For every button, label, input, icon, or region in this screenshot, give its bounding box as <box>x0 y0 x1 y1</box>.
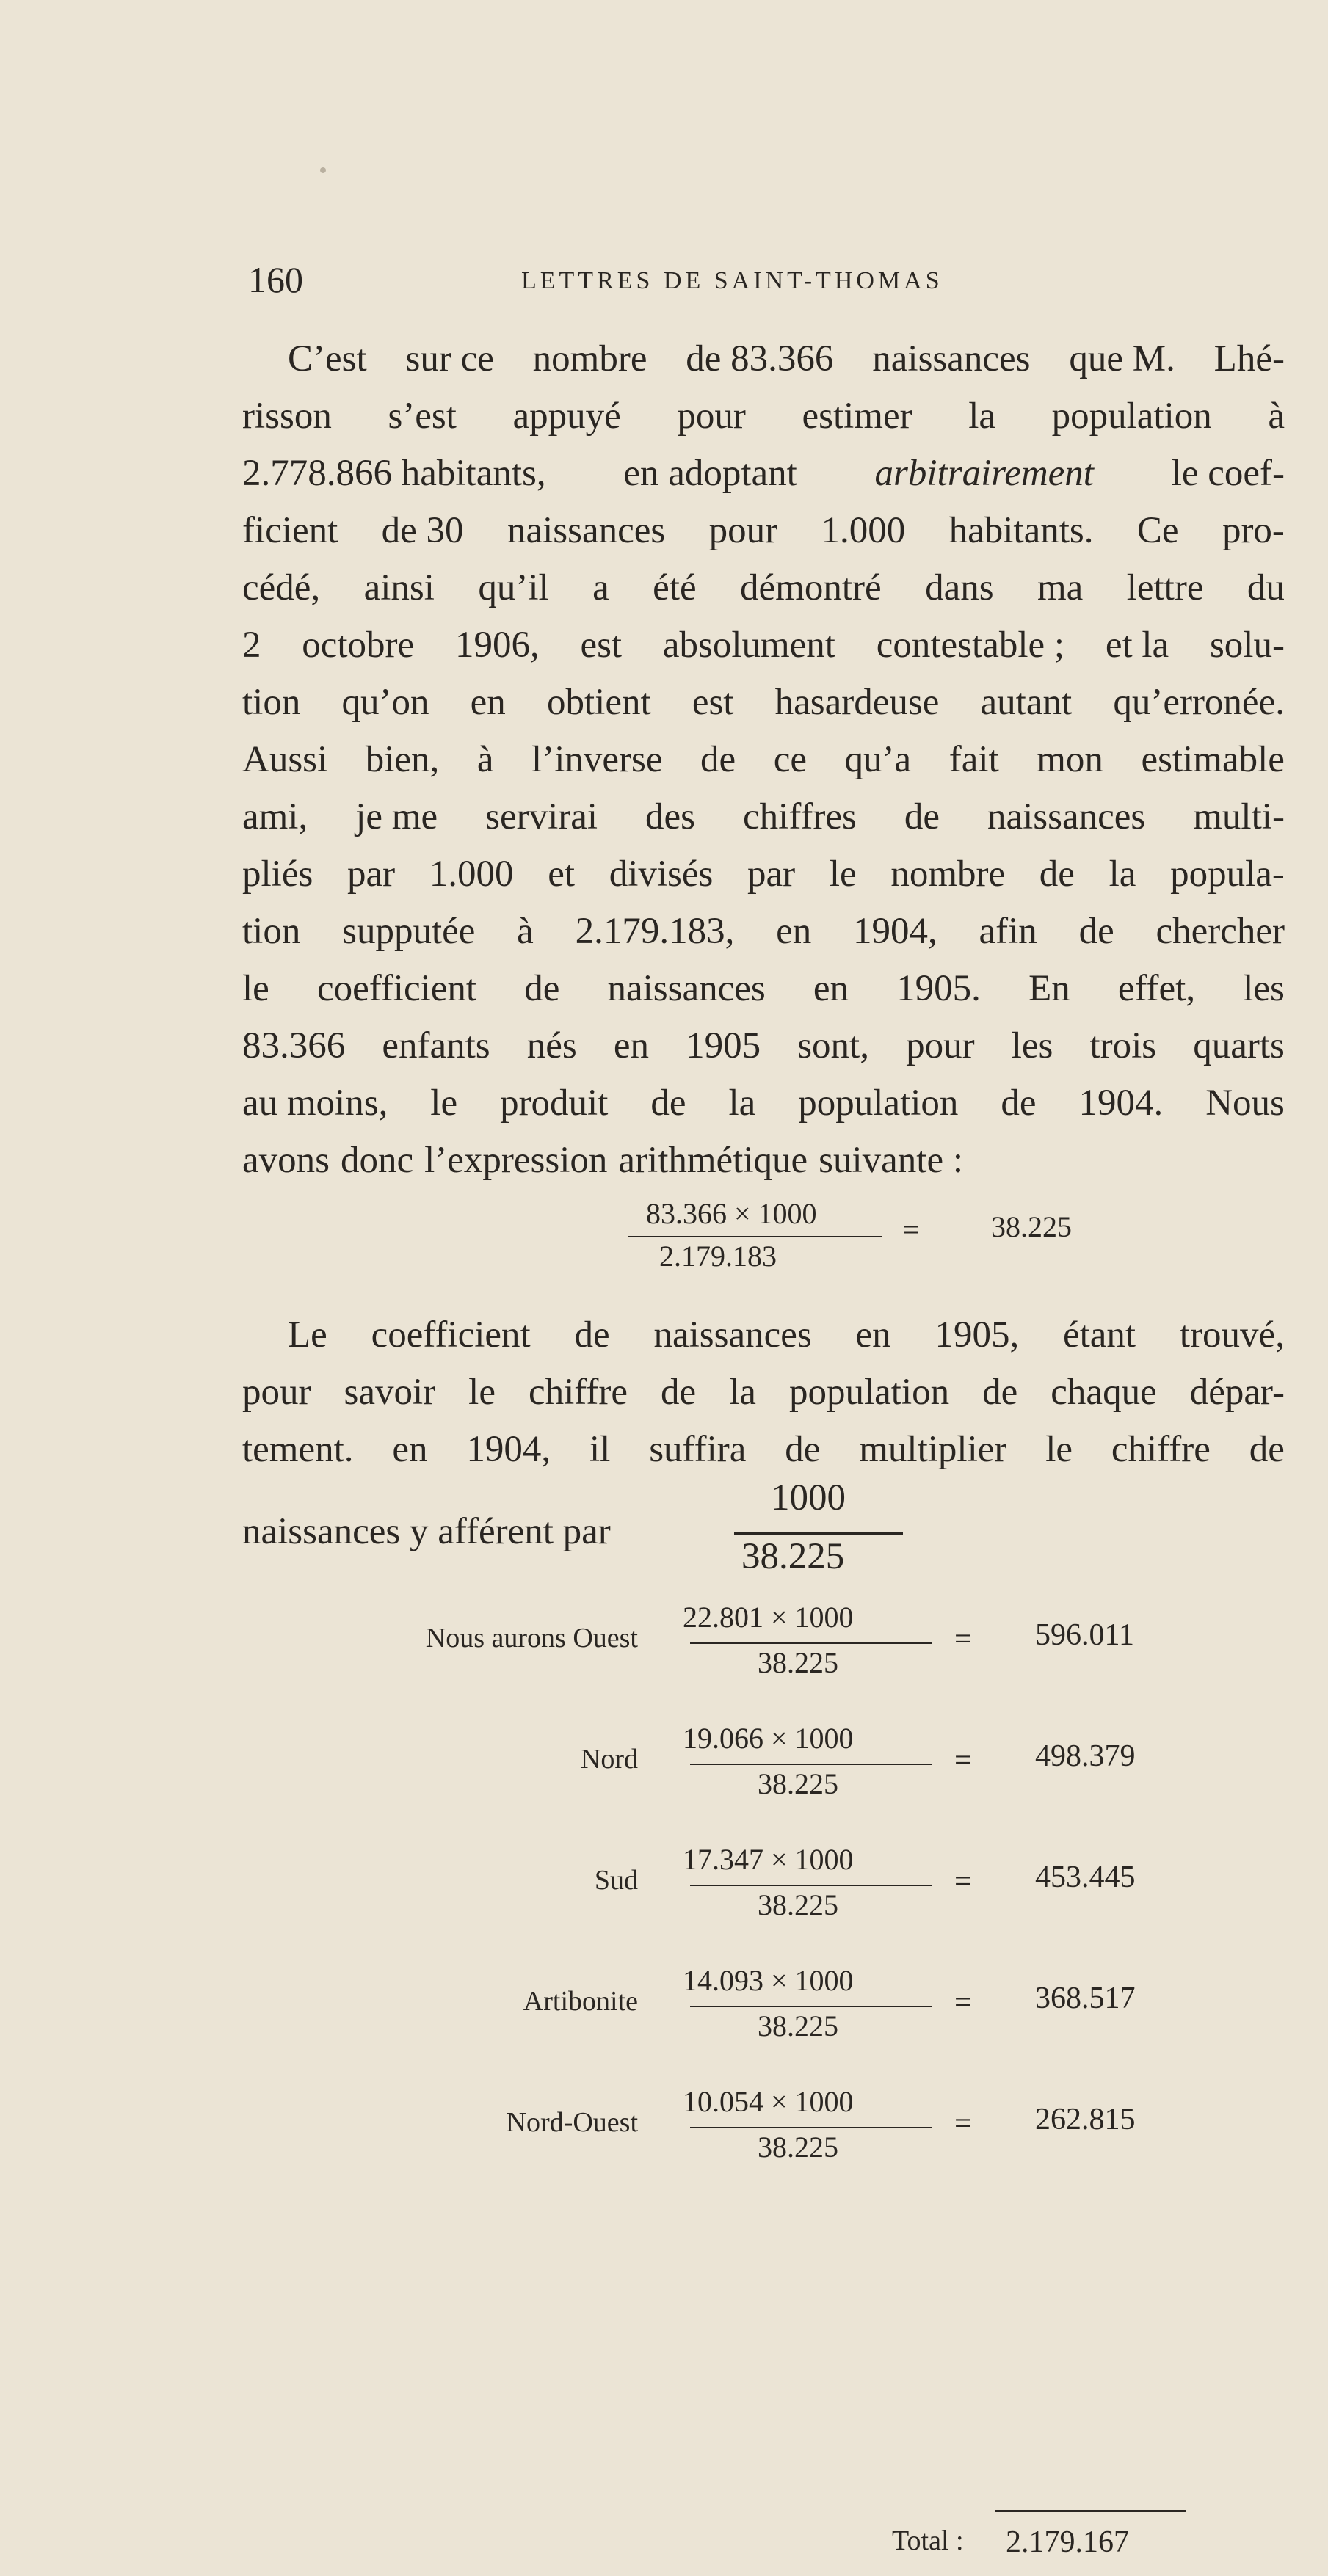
row-fraction-bar <box>690 2127 932 2128</box>
row-result: 498.379 <box>1035 1739 1136 1773</box>
word: de <box>904 796 940 837</box>
word: chiffre <box>1111 1429 1211 1470</box>
text-line <box>242 788 1285 845</box>
word: suivante : <box>819 1140 964 1181</box>
word: Le <box>288 1314 327 1356</box>
row-fraction-bar <box>690 2006 932 2007</box>
row-label: Artibonite <box>523 1986 638 2017</box>
inline-frac-den: 38.225 <box>741 1536 845 1577</box>
word: 1905 <box>686 1025 761 1066</box>
word: les <box>1011 1025 1053 1066</box>
word: le <box>1045 1429 1073 1470</box>
row-equals: = <box>954 1744 972 1778</box>
row-equals: = <box>954 1865 972 1899</box>
word: pour <box>708 510 778 551</box>
word: chiffre <box>528 1372 628 1413</box>
row-denominator: 38.225 <box>758 1767 838 1800</box>
word: servirai <box>485 796 598 837</box>
word: l’expression <box>424 1140 608 1181</box>
word: de <box>1039 854 1075 895</box>
word: ficient <box>242 510 338 551</box>
word: en adoptant <box>623 453 797 494</box>
word: multi- <box>1193 796 1285 837</box>
word: naissances <box>872 338 1031 379</box>
formula-equals: = <box>903 1213 920 1246</box>
word: de 30 <box>381 510 464 551</box>
word: du <box>1247 567 1285 608</box>
word: la <box>1109 854 1136 895</box>
word: 2.778.866 habitants, <box>242 453 546 494</box>
word: coefficient <box>316 968 477 1009</box>
print-speck <box>320 167 326 173</box>
word: estimable <box>1141 739 1285 780</box>
text-line <box>242 845 1285 903</box>
table-row <box>0 2084 1328 2194</box>
word: 2 <box>242 625 261 666</box>
formula-bar <box>628 1236 882 1237</box>
word: Ce <box>1136 510 1179 551</box>
word: le coef- <box>1171 453 1285 494</box>
word: dépar- <box>1189 1372 1285 1413</box>
word: Nous <box>1205 1083 1285 1124</box>
word: il <box>589 1429 611 1470</box>
paragraph-2 <box>242 1306 1285 1478</box>
word: risson <box>242 396 332 437</box>
word: de 83.366 <box>686 338 834 379</box>
word: 1905. <box>896 968 981 1009</box>
word: mon <box>1037 739 1103 780</box>
word: l’inverse <box>531 739 663 780</box>
word: tement. <box>242 1429 354 1470</box>
page-number: 160 <box>248 259 303 300</box>
word: ma <box>1037 567 1084 608</box>
word: 1904. <box>1078 1083 1164 1124</box>
word: population <box>798 1083 959 1124</box>
word: en <box>613 1025 649 1066</box>
text-line <box>242 1421 1285 1478</box>
word: dans <box>925 567 994 608</box>
formula-coefficient <box>242 1196 1285 1299</box>
word: 1.000 <box>821 510 906 551</box>
word: démontré <box>740 567 882 608</box>
word: ami, <box>242 796 308 837</box>
word: savoir <box>344 1372 436 1413</box>
row-fraction-bar <box>690 1642 932 1644</box>
word: pro- <box>1222 510 1285 551</box>
word: 1906, <box>454 625 540 666</box>
word: donc <box>340 1140 414 1181</box>
word: qu’erronée. <box>1113 682 1285 723</box>
row-equals: = <box>954 1623 972 1656</box>
table-row <box>0 1842 1328 1952</box>
word: 2.179.183, <box>575 911 735 952</box>
page-header <box>242 258 1285 302</box>
text-line <box>242 559 1285 616</box>
word: autant <box>980 682 1073 723</box>
text-line <box>242 1017 1285 1074</box>
row-denominator: 38.225 <box>758 1646 838 1679</box>
word: 83.366 <box>242 1025 346 1066</box>
word: pour <box>677 396 746 437</box>
table-row <box>0 1721 1328 1831</box>
word: supputée <box>342 911 476 952</box>
word: 1.000 <box>429 854 514 895</box>
word: de <box>982 1372 1018 1413</box>
table-row <box>0 1963 1328 2073</box>
inline-frac-num: 1000 <box>771 1477 846 1518</box>
word: en <box>470 682 506 723</box>
word: a <box>592 567 609 608</box>
row-numerator: 10.054 × 1000 <box>683 2085 854 2118</box>
row-equals: = <box>954 1986 972 2020</box>
word: je me <box>355 796 438 837</box>
word: tion <box>242 682 301 723</box>
word: effet, <box>1117 968 1196 1009</box>
word: obtient <box>546 682 651 723</box>
word: 1904, <box>466 1429 551 1470</box>
word: le <box>430 1083 458 1124</box>
word: la <box>968 396 996 437</box>
word: en <box>392 1429 428 1470</box>
word: octobre <box>302 625 415 666</box>
word: cédé, <box>242 567 321 608</box>
word: naissances <box>653 1314 812 1356</box>
word: été <box>653 567 697 608</box>
row-fraction-bar <box>690 1764 932 1765</box>
word: solu- <box>1209 625 1285 666</box>
last-line-text: naissances y afférent par <box>242 1511 611 1552</box>
word: bien, <box>365 739 440 780</box>
running-title: LETTRES DE SAINT-THOMAS <box>521 267 943 294</box>
word: En <box>1028 968 1070 1009</box>
text-line <box>242 1074 1285 1132</box>
word: tion <box>242 911 301 952</box>
row-result: 596.011 <box>1035 1618 1134 1652</box>
text-line <box>242 1306 1285 1364</box>
word: appuyé <box>512 396 621 437</box>
word: la <box>729 1372 756 1413</box>
word: pliés <box>242 854 313 895</box>
row-numerator: 14.093 × 1000 <box>683 1964 854 1997</box>
word: 1904, <box>853 911 937 952</box>
text-line <box>242 330 1285 388</box>
word: multiplier <box>859 1429 1007 1470</box>
row-numerator: 22.801 × 1000 <box>683 1601 854 1634</box>
word: de <box>1078 911 1114 952</box>
word: popula- <box>1170 854 1285 895</box>
word: quarts <box>1193 1025 1285 1066</box>
paragraph-2-last-line <box>242 1475 1285 1585</box>
inline-frac-bar <box>734 1532 903 1535</box>
word: de <box>1001 1083 1037 1124</box>
row-label: Sud <box>594 1865 638 1896</box>
word: s’est <box>388 396 457 437</box>
word: pour <box>242 1372 311 1413</box>
word: absolument <box>662 625 835 666</box>
word: qu’on <box>341 682 429 723</box>
word: est <box>580 625 623 666</box>
word: sur ce <box>405 338 494 379</box>
row-label: Nord-Ouest <box>506 2107 638 2138</box>
word: chercher <box>1155 911 1285 952</box>
row-label: Nous aurons Ouest <box>425 1623 638 1653</box>
word: étant <box>1062 1314 1136 1356</box>
word: sont, <box>797 1025 869 1066</box>
word: naissances <box>507 510 666 551</box>
word: population <box>788 1372 950 1413</box>
word: des <box>645 796 696 837</box>
word: chiffres <box>743 796 857 837</box>
text-line <box>242 960 1285 1017</box>
total-rule <box>995 2510 1186 2512</box>
word: Aussi <box>242 739 328 780</box>
word: de <box>785 1429 821 1470</box>
total-label: Total : <box>892 2525 964 2556</box>
word: en <box>813 968 849 1009</box>
word: par <box>347 854 396 895</box>
row-denominator: 38.225 <box>758 1888 838 1921</box>
word: par <box>747 854 796 895</box>
row-label: Nord <box>580 1744 638 1775</box>
word: la <box>728 1083 756 1124</box>
row-denominator: 38.225 <box>758 2131 838 2164</box>
row-fraction-bar <box>690 1885 932 1886</box>
text-line <box>242 903 1285 960</box>
word: Lhé- <box>1213 338 1285 379</box>
text-line <box>242 674 1285 731</box>
row-denominator: 38.225 <box>758 2009 838 2042</box>
word: le <box>242 968 269 1009</box>
word: population <box>1051 396 1212 437</box>
word: naissances <box>607 968 766 1009</box>
formula-denominator: 2.179.183 <box>659 1240 777 1273</box>
word: pour <box>906 1025 975 1066</box>
word: de <box>1249 1429 1285 1470</box>
text-line <box>242 1364 1285 1421</box>
word: de <box>700 739 736 780</box>
word: au moins, <box>242 1083 388 1124</box>
word: coefficient <box>371 1314 531 1356</box>
word: de <box>660 1372 697 1413</box>
word: en <box>855 1314 891 1356</box>
word: suffira <box>649 1429 747 1470</box>
row-result: 262.815 <box>1035 2103 1136 2136</box>
text-line <box>242 388 1285 445</box>
text-line <box>242 445 1285 502</box>
word: C’est <box>288 338 367 379</box>
word: lettre <box>1126 567 1204 608</box>
word: naissances <box>987 796 1146 837</box>
row-result: 368.517 <box>1035 1982 1136 2015</box>
word: habitants. <box>948 510 1094 551</box>
word: ce <box>773 739 807 780</box>
word: ainsi <box>363 567 435 608</box>
word: et la <box>1105 625 1169 666</box>
text-line <box>242 731 1285 788</box>
word: contestable ; <box>876 625 1065 666</box>
word: hasardeuse <box>774 682 940 723</box>
word: estimer <box>802 396 912 437</box>
word: fait <box>948 739 999 780</box>
word: de <box>650 1083 686 1124</box>
word: les <box>1243 968 1285 1009</box>
word: nés <box>526 1025 577 1066</box>
word: 1905, <box>935 1314 1020 1356</box>
row-numerator: 19.066 × 1000 <box>683 1722 854 1755</box>
table-row <box>0 1600 1328 1710</box>
paragraph-1 <box>242 330 1285 1189</box>
total-value: 2.179.167 <box>1006 2525 1129 2559</box>
formula-result: 38.225 <box>991 1210 1072 1243</box>
word: de <box>524 968 560 1009</box>
word: trouvé, <box>1179 1314 1285 1356</box>
word: est <box>692 682 734 723</box>
row-equals: = <box>954 2107 972 2141</box>
text-line <box>242 1132 1285 1189</box>
word: afin <box>979 911 1037 952</box>
word: enfants <box>382 1025 490 1066</box>
word: en <box>776 911 812 952</box>
word: qu’a <box>844 739 912 780</box>
word: qu’il <box>478 567 549 608</box>
row-result: 453.445 <box>1035 1860 1136 1894</box>
word: divisés <box>609 854 714 895</box>
word: et <box>548 854 576 895</box>
row-numerator: 17.347 × 1000 <box>683 1843 854 1876</box>
word: produit <box>500 1083 609 1124</box>
word: chaque <box>1051 1372 1157 1413</box>
word: de <box>574 1314 610 1356</box>
word: nombre <box>890 854 1006 895</box>
word: le <box>829 854 857 895</box>
text-line <box>242 616 1285 674</box>
word: nombre <box>532 338 647 379</box>
emphasis-word: arbitrairement <box>874 453 1094 494</box>
text-line <box>242 502 1285 559</box>
total-line <box>0 2510 1328 2576</box>
word: à <box>476 739 494 780</box>
word: le <box>468 1372 496 1413</box>
word: arithmétique <box>618 1140 808 1181</box>
word: à <box>517 911 534 952</box>
formula-numerator: 83.366 × 1000 <box>646 1197 817 1230</box>
word: trois <box>1089 1025 1157 1066</box>
word: à <box>1268 396 1285 437</box>
word: avons <box>242 1140 330 1181</box>
word: que M. <box>1069 338 1175 379</box>
